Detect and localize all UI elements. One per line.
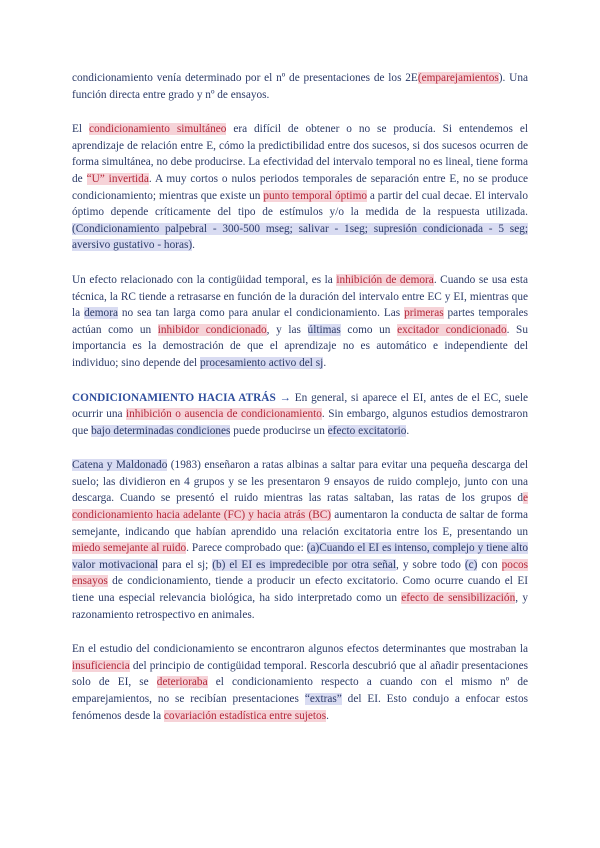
text: de condicionamiento, tiende a producir un efecto excitatorio. Como ocurre cuando el EI tiene una especial relevancia biológica, ha sido interpretado como un	[72, 575, 528, 605]
highlight: miedo semejante al ruido	[72, 542, 187, 555]
text: (1983) enseñaron a ratas albinas a saltar para evitar una pequeña descarga del suelo; las dividieron en 4 grupos y se les presentaron 9 ensayos de ruido complejo, junto con una descarga. Cuando se presentó el ruido mientras las ratas saltaban, las ratas de los grupos d	[72, 459, 529, 505]
text: ). Una función directa entre grado y nº de ensayos.	[72, 72, 528, 101]
text: . Sin embargo, algunos estudios demostraron que	[72, 408, 528, 437]
highlight: covariación estadística entre sujetos	[163, 709, 327, 722]
text: . Cuando se usa esta técnica, la RC tiende a retrasarse en función de la duración del intervalo entre EC y EI, mientras que la	[72, 273, 529, 320]
highlight: inhibidor condicionado	[157, 323, 267, 336]
paragraph-2	[72, 121, 528, 254]
text: . A muy cortos o nulos periodos temporales de separación entre E, no se produce condicionamiento; mientras que existe un	[72, 172, 528, 202]
highlight: deterioraba	[156, 676, 208, 689]
text: . Su importancia es la demostración de que el aprendizaje no es automático e independiente del individuo; sino depende del	[72, 323, 528, 369]
text: con	[477, 558, 502, 571]
highlight: efecto de sensibilización	[401, 592, 516, 605]
text: puede producirse un	[230, 424, 328, 437]
highlight: (c)	[464, 558, 478, 571]
paragraph-5	[72, 457, 528, 623]
text: , y sobre todo	[396, 558, 465, 571]
text: El	[72, 123, 89, 136]
document-page	[72, 70, 528, 742]
text: era difícil de obtener o no se producía. Si entendemos el aprendizaje de relación entre E, cómo la predictibilidad entre dos sucesos, si dos sucesos ocurren de forma simultánea, no debe producirse. La efectividad del intervalo temporal no es lineal, tiene forma de	[72, 123, 529, 185]
paragraph-6	[72, 641, 528, 724]
highlight: bajo determinadas condiciones	[91, 424, 231, 437]
highlight: primeras	[404, 307, 444, 320]
text: En general, si aparece el EI, antes de el EC, suele ocurrir una	[72, 391, 528, 421]
highlight: inhibición de demora	[336, 273, 434, 286]
highlight: (emparejamientos	[417, 72, 499, 84]
text: del principio de contigüidad temporal. Rescorla descubrió que al añadir presentaciones solo de EI, se	[72, 659, 528, 689]
section-heading: CONDICIONAMIENTO HACIA ATRÁS	[72, 391, 276, 404]
highlight: Catena y Maldonado	[72, 459, 168, 472]
highlight: e condicionamiento hacia adelante (FC) y hacia atrás (BC)	[72, 492, 528, 522]
highlight: insuficiencia	[72, 659, 130, 672]
text: partes temporales actúan como un	[72, 307, 529, 336]
highlight: “extras”	[304, 693, 342, 705]
highlight: inhibición o ausencia de condicionamiento	[126, 408, 322, 421]
text: . Parece comprobado que:	[186, 542, 307, 555]
highlight: (b) el EI es impredecible por otra señal	[212, 558, 397, 571]
text: , y las	[266, 323, 308, 336]
text: el condicionamiento respecto a cuando con el mismo nº de emparejamientos, no se recibían presentaciones	[72, 676, 528, 705]
highlight: procesamiento activo del sj	[200, 356, 324, 369]
highlight: condicionamiento simultáneo	[88, 123, 227, 136]
highlight: punto temporal óptimo	[263, 189, 367, 202]
text: condicionamiento venía determinado por el nº de presentaciones de los 2E	[72, 72, 418, 84]
highlight: (a)Cuando el EI es intenso, complejo y tiene alto valor motivacional	[72, 542, 529, 571]
paragraph-4	[72, 390, 528, 440]
highlight: excitador condicionado	[397, 323, 507, 336]
text: .	[192, 239, 195, 252]
text: como un	[340, 323, 398, 336]
paragraph-1	[72, 70, 528, 103]
arrow-icon: →	[275, 391, 295, 404]
text: a partir del cual decae. El intervalo óptimo depende críticamente del tipo de estímulos y/o la medida de la respuesta utilizada.	[72, 189, 528, 219]
text: del EI. Esto condujo a enfocar estos fenómenos desde la	[72, 693, 528, 722]
text: aumentaron la conducta de saltar de forma semejante, indicando que habían aprendido una relación excitatoria entre los E, presentando un	[72, 509, 528, 538]
text: .	[323, 356, 327, 369]
text: .	[326, 709, 329, 722]
highlight: “U” invertida	[86, 172, 149, 185]
text: Un efecto relacionado con la contigüidad temporal, es la	[72, 273, 337, 286]
highlight: demora	[84, 307, 118, 320]
highlight: (Condicionamiento palpebral - 300-500 mseg; salivar - 1seg; supresión condicionada - 5 seg; aversivo gustativo - horas)	[72, 222, 528, 252]
text: para el sj;	[158, 558, 213, 571]
text: En el estudio del condicionamiento se encontraron algunos efectos determinantes que mostraban la	[72, 643, 528, 656]
text: , y razonamiento retrospectivo en animales.	[72, 592, 528, 621]
highlight: pocos ensayos	[72, 558, 528, 588]
highlight: efecto excitatorio	[327, 424, 407, 437]
paragraph-3	[72, 272, 528, 372]
highlight: últimas	[307, 323, 341, 336]
text: .	[406, 424, 410, 437]
text: no sea tan larga como para anular el condicionamiento. Las	[117, 307, 405, 320]
